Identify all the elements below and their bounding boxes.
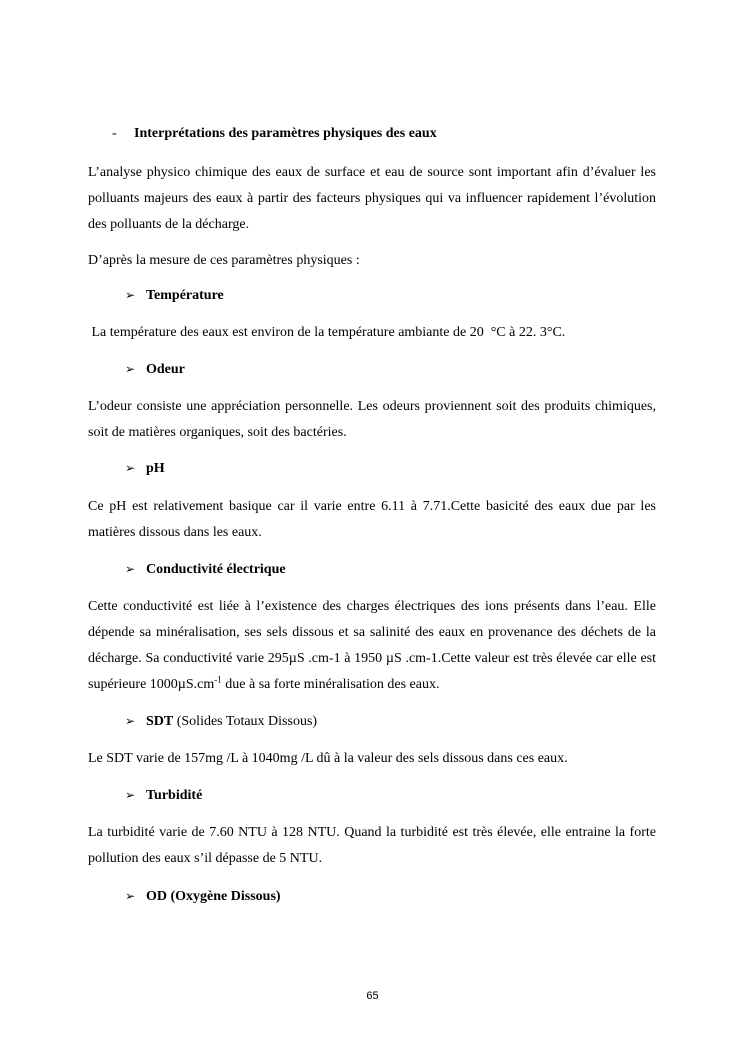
- subheading-title: Conductivité électrique: [146, 562, 286, 577]
- subheading-turbidite: [125, 785, 202, 806]
- arrow-bullet-icon: ➢: [125, 714, 136, 728]
- subheading-sdt: [125, 711, 317, 732]
- subheading-temperature: [125, 285, 224, 306]
- unit-exponent: -1: [214, 674, 222, 685]
- arrow-bullet-icon: ➢: [125, 362, 136, 376]
- arrow-bullet-icon: ➢: [125, 288, 136, 302]
- subheading-odeur: [125, 359, 185, 380]
- ph-text: Ce pH est relativement basique car il varie entre 6.11 à 7.71.Cette basicité des eaux due par les matières dissous dans les eaux.: [88, 499, 656, 540]
- subheading-title: Turbidité: [146, 788, 203, 803]
- arrow-bullet-icon: ➢: [125, 461, 136, 475]
- sdt-text: Le SDT varie de 157mg /L à 1040mg /L dû à la valeur des sels dissous dans ces eaux.: [88, 751, 568, 766]
- odeur-text: L’odeur consiste une appréciation personnelle. Les odeurs proviennent soit des produits chimiques, soit de matières organiques, soit des bactéries.: [88, 399, 656, 440]
- section-heading: [112, 124, 437, 144]
- temperature-text: La température des eaux est environ de la température ambiante de 20 °C à 22. 3°C.: [88, 325, 566, 340]
- subheading-title: Température: [146, 288, 224, 303]
- conductivite-text-main: Cette conductivité est liée à l’existence des charges électriques des ions présents dans l’eau. Elle dépende sa minéralisation, ses sels dissous et sa salinité des eaux en provenance des déchets de la décharge. Sa conductivité varie 295µS .cm-1 à 1950 µS .cm-1.Cette valeur est très élevée car elle est supérieure 1000µS.cm: [88, 599, 656, 692]
- subheading-ph: [125, 458, 165, 479]
- arrow-bullet-icon: ➢: [125, 788, 136, 802]
- turbidite-text: La turbidité varie de 7.60 NTU à 128 NTU. Quand la turbidité est très élevée, elle entraine la forte pollution des eaux s’il dépasse de 5 NTU.: [88, 825, 656, 866]
- subheading-od: [125, 886, 281, 907]
- measure-intro: D’après la mesure de ces paramètres physiques :: [88, 253, 360, 268]
- subheading-title: OD (Oxygène Dissous): [146, 889, 281, 904]
- subheading-subtitle: (Solides Totaux Dissous): [173, 714, 318, 729]
- conductivite-text: [88, 594, 656, 698]
- subheading-conductivite: [125, 559, 286, 580]
- subheading-title: pH: [146, 461, 165, 476]
- page-number: 65: [366, 990, 379, 1002]
- heading-bullet: -: [112, 126, 117, 141]
- arrow-bullet-icon: ➢: [125, 562, 136, 576]
- intro-paragraph: L’analyse physico chimique des eaux de surface et eau de source sont important afin d’évaluer les polluants majeurs des eaux à partir des facteurs physiques qui va influencer rapidement l’évolution des polluants de la décharge.: [88, 165, 656, 232]
- heading-title: Interprétations des paramètres physiques des eaux: [134, 126, 437, 141]
- conductivite-text-end: due à sa forte minéralisation des eaux.: [221, 677, 440, 692]
- arrow-bullet-icon: ➢: [125, 889, 136, 903]
- subheading-title: SDT: [146, 714, 174, 729]
- subheading-title: Odeur: [146, 362, 185, 377]
